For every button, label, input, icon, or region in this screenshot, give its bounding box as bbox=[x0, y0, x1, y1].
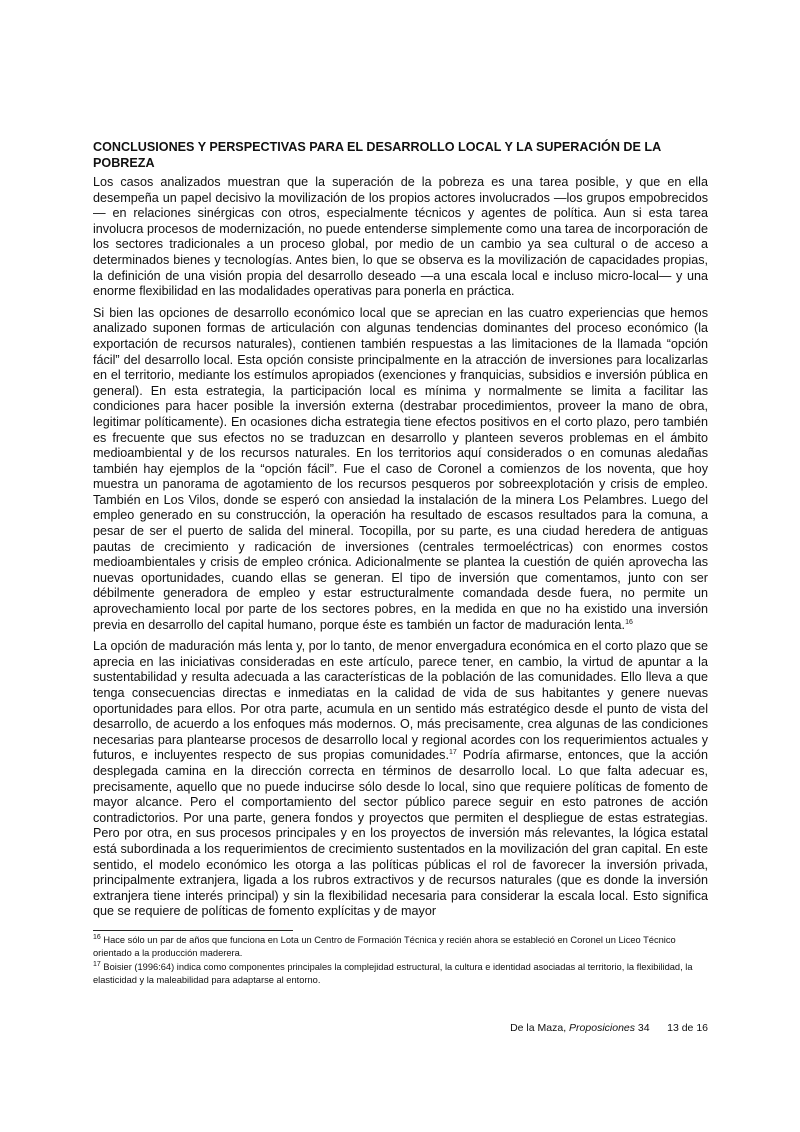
footnote-ref-16: 16 bbox=[625, 618, 633, 626]
page-footer bbox=[510, 1022, 708, 1034]
footer-publication: Proposiciones bbox=[569, 1022, 635, 1034]
footnote-number: 16 bbox=[93, 933, 101, 941]
footer-author: De la Maza, bbox=[510, 1022, 570, 1034]
footnote-text: Boisier (1996:64) indica como componentes principales la complejidad estructural, la cultura e identidad asociadas al territorio, la flexibilidad, la elasticidad y la maleabilidad para adaptarse al entorno. bbox=[93, 962, 693, 985]
paragraph-2-text: Si bien las opciones de desarrollo económico local que se aprecian en las cuatro experiencias que hemos analizado suponen formas de articulación con algunas tendencias dominantes del proceso económico (la exportación de recursos naturales), contienen también respuestas a las limitaciones de la llamada “opción fácil” del desarrollo local. Esta opción consiste principalmente en la atracción de inversiones para localizarlas en el territorio, mediante los estímulos apropiados (exenciones y franquicias, subsidios e inversión pública en general). En esta estrategia, la participación local es mínima y normalmente se limita a facilitar las condiciones para hacer posible la inversión externa (destrabar procedimientos, proveer la mano de obra, legitimar políticamente). En ocasiones dicha estrategia tiene efectos positivos en el corto plazo, pero también es frecuente que sus efectos no se traduzcan en desarrollo y planteen severos problemas en el ámbito medioambiental y de los recursos naturales. En los territorios aquí considerados o en comunas aledañas también hay ejemplos de la “opción fácil”. Fue el caso de Coronel a comienzos de los noventa, que hoy muestra un panorama de agotamiento de los recursos pesqueros por sobreexplotación y crisis de empleo. También en Los Vilos, donde se esperó con ansiedad la instalación de la minera Los Pelambres. Luego del empleo generado en su construcción, la operación ha resultado de escasos resultados para la comuna, a pesar de ser el puerto de salida del mineral. Tocopilla, por su parte, es una ciudad heredera de antiguas pautas de crecimiento y radicación de inversiones (centrales termoeléctricas) con enormes costos medioambientales y crisis de empleo crónica. Adicionalmente se plantea la cuestión de quién aprovecha las nuevas oportunidades, cuando ellas se generan. El tipo de inversión que comentamos, junto con ser débilmente generadora de empleo y estar estructuralmente comandada desde fuera, no permite un aprovechamiento local por parte de los sectores pobres, en la medida en que no ha existido una inversión previa en desarrollo del capital humano, porque éste es también un factor de maduración lenta. bbox=[93, 305, 708, 632]
footnote-16 bbox=[93, 934, 708, 959]
footnote-number: 17 bbox=[93, 960, 101, 968]
footnotes bbox=[93, 934, 708, 988]
page-number: 13 de 16 bbox=[667, 1022, 708, 1034]
footnote-separator bbox=[93, 930, 293, 931]
paragraph-3 bbox=[93, 639, 708, 920]
paragraph-3-text-a: La opción de maduración más lenta y, por lo tanto, de menor envergadura económica en el corto plazo que se aprecia en las iniciativas consideradas en este artículo, parece tener, en cambio, la virtud de apuntar a la sustentabilidad y resulta adecuada a las características de la población de las comunidades. Ello lleva a que tenga consecuencias directas e inmediatas en la calidad de vida de sus habitantes y genere nuevas oportunidades para ellos. Por otra parte, acumula en un sentido más estratégico desde el punto de vista del desarrollo, de acuerdo a los enfoques más modernos. O, más precisamente, crea algunas de las condiciones necesarias para plantearse procesos de desarrollo local y regional acordes con los requerimientos actuales y futuros, e incluyentes respecto de sus propias comunidades. bbox=[93, 639, 708, 763]
section-heading: CONCLUSIONES Y PERSPECTIVAS PARA EL DESARROLLO LOCAL Y LA SUPERACIÓN DE LA POBREZA bbox=[93, 140, 661, 170]
paragraph-3-text-b: Podría afirmarse, entonces, que la acción desplegada camina en la dirección correcta en términos de desarrollo local. Lo que falta adecuar es, precisamente, aquello que no puede inducirse sólo desde lo local, sino que requiere políticas de fomento de mayor alcance. Pero el comportamiento del sector público parece seguir en esto patrones de acción contradictorios. Por una parte, genera fondos y proyectos que permiten el despliegue de estas estrategias. Pero por otra, en sus procesos principales y en los proyectos de inversión más relevantes, la lógica estatal está subordinada a los requerimientos de crecimiento sustentados en la movilización del gran capital. En este sentido, el modelo económico les otorga a las políticas públicas el rol de favorecer la inversión privada, principalmente extranjera, ligada a los rubros extractivos y de recursos naturales (que es donde la inversión extranjera tiene interés principal) y sin la flexibilidad necesaria para considerar la escala local. Esto significa que se requiere de políticas de fomento explícitas y de mayor bbox=[93, 748, 708, 919]
footnote-text: Hace sólo un par de años que funciona en Lota un Centro de Formación Técnica y recién ahora se estableció en Coronel un Liceo Técnico orientado a la producción maderera. bbox=[93, 935, 676, 958]
page-body bbox=[93, 139, 708, 926]
footer-issue: 34 bbox=[635, 1022, 650, 1034]
paragraph-1: Los casos analizados muestran que la superación de la pobreza es una tarea posible, y que en ella desempeña un papel decisivo la movilización de los propios actores involucrados —los grupos empobrecidos— en relaciones sinérgicas con otros, especialmente técnicos y agentes de política. Aun si esta tarea involucra procesos de modernización, no puede entenderse simplemente como una tarea de incorporación de los sectores tradicionales a un proceso global, por medio de un cambio ya sea cultural o de acceso a determinados bienes y tecnologías. Antes bien, lo que se observa es la movilización de capacidades propias, la definición de una visión propia del desarrollo deseado —a una escala local e incluso micro-local— y una enorme flexibilidad en las modalidades operativas para ponerla en práctica. bbox=[93, 175, 708, 299]
paragraph-2 bbox=[93, 306, 708, 633]
footnote-17 bbox=[93, 961, 708, 986]
footnote-ref-17: 17 bbox=[448, 749, 457, 757]
